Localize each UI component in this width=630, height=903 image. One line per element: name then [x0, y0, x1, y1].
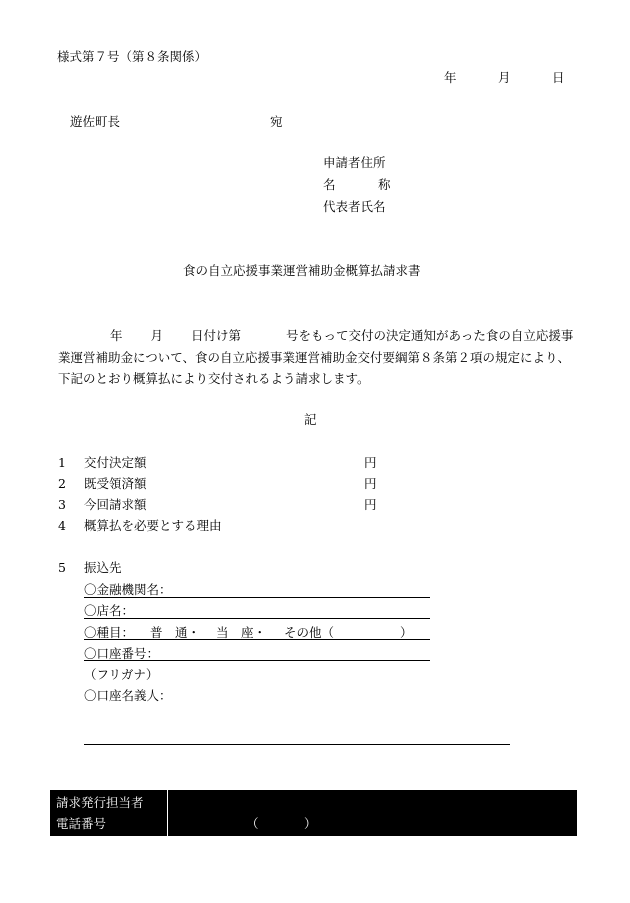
account-type-other: その他（	[284, 625, 335, 640]
item-number: 5	[58, 560, 66, 575]
account-type-current: 当 座・	[216, 625, 267, 640]
applicant-address-label: 申請者住所	[323, 155, 386, 170]
account-holder-label: 〇口座名義人：	[84, 688, 172, 703]
item-number: 4	[58, 518, 66, 533]
item-label: 概算払を必要とする理由	[84, 518, 222, 533]
item-number: 1	[58, 455, 66, 470]
account-number-line	[84, 660, 430, 661]
body-paragraph	[58, 325, 578, 390]
account-type-line	[84, 639, 430, 640]
item-unit: 円	[364, 455, 377, 470]
body-month: 月	[150, 328, 164, 343]
ki-heading: 記	[304, 412, 317, 427]
account-type-label: 〇種目：	[84, 625, 135, 640]
body-main: 号をもって交付の決定通知があった食の自立応援事業運営補助金について、食の自立応援事業運営補助金交付要綱第８条第２項の規定により、下記のとおり概算払により交付されるよう請求します。	[58, 328, 574, 386]
addressee-suffix: 宛	[270, 114, 283, 129]
form-number: 様式第７号（第８条関係）	[57, 49, 208, 64]
phone-paren-open: （	[246, 816, 259, 831]
item-1	[58, 457, 147, 470]
contact-box	[50, 790, 577, 836]
item-unit: 円	[364, 497, 377, 512]
furigana-label: （フリガナ）	[84, 667, 159, 682]
item-label: 交付決定額	[84, 455, 147, 470]
document-title: 食の自立応援事業運営補助金概算払請求書	[183, 263, 421, 278]
contact-person-label: 請求発行担当者	[56, 795, 144, 810]
body-year: 年	[110, 328, 123, 343]
applicant-name-label-1: 名	[323, 177, 336, 192]
branch-line	[84, 618, 430, 619]
account-type-close: ）	[400, 625, 413, 640]
account-holder-line	[84, 744, 510, 745]
date-month: 月	[498, 70, 511, 85]
item-label: 振込先	[84, 560, 122, 575]
phone-label: 電話番号	[56, 816, 107, 831]
item-label: 既受領済額	[84, 476, 147, 491]
account-type-ordinary: 普 通・	[150, 625, 201, 640]
date-year: 年	[444, 70, 457, 85]
bank-name-label: 〇金融機関名：	[84, 582, 172, 597]
branch-label: 〇店名：	[84, 603, 135, 618]
applicant-name-label-2: 称	[378, 177, 391, 192]
item-5	[58, 562, 122, 575]
item-number: 3	[58, 497, 66, 512]
item-unit: 円	[364, 476, 377, 491]
date-day: 日	[552, 70, 565, 85]
body-day-no: 日付け第	[191, 328, 242, 343]
phone-paren-close: ）	[304, 816, 317, 831]
item-label: 今回請求額	[84, 497, 147, 512]
bank-name-line	[84, 597, 430, 598]
item-3	[58, 499, 147, 512]
item-2	[58, 478, 147, 491]
account-number-label: 〇口座番号：	[84, 646, 160, 661]
item-number: 2	[58, 476, 66, 491]
applicant-rep-label: 代表者氏名	[323, 199, 386, 214]
addressee-name: 遊佐町長	[70, 114, 121, 129]
item-4	[58, 520, 222, 533]
